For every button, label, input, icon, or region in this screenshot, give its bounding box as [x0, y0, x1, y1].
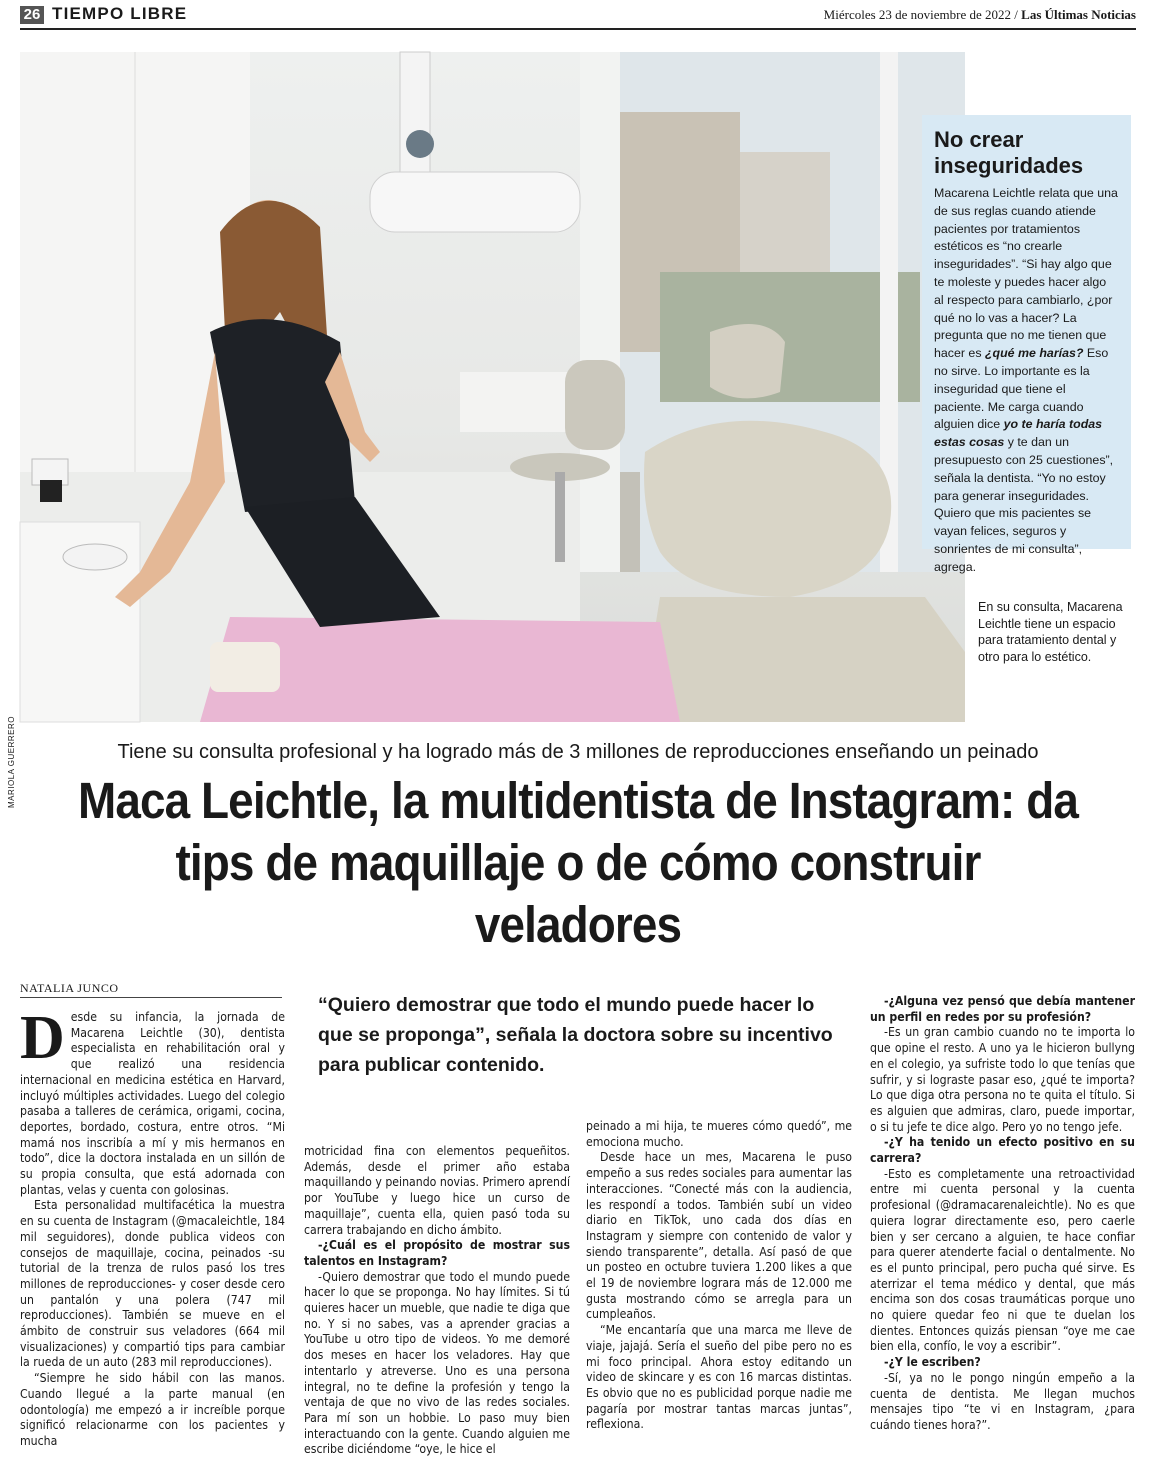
section-name: TIEMPO LIBRE	[52, 4, 188, 23]
page-header	[20, 4, 1136, 30]
interview-question: -¿Alguna vez pensó que debía mantener un perfil en redes por su profesión?	[870, 994, 1135, 1024]
sidebar-text-part: Macarena Leichtle relata que una de sus reglas cuando atiende pacientes por tratamientos estéticos es “no crearle inseguridades”. “Si hay algo que te moleste y puedes hacer algo al respecto para cambiarlo, ¿por qué no lo vas a hacer? La pregunta que no me tienen que hacer es	[934, 186, 1118, 361]
interview-question: -¿Cuál es el propósito de mostrar sus talentos en Instagram?	[304, 1238, 570, 1268]
photo-caption: En su consulta, Macarena Leichtle tiene un espacio para tratamiento dental y otro para lo estético.	[978, 600, 1123, 664]
sidebar-text-part: y te dan un presupuesto con 25 cuestiones”, señala la dentista. “Yo no estoy para generar inseguridades. Quiero que mis pacientes se vayan felices, seguros y sonrientes de mi consulta”, agrega.	[934, 435, 1114, 574]
article-kicker: Tiene su consulta profesional y ha logrado más de 3 millones de reproducciones enseñando un peinado	[117, 741, 1039, 763]
pull-quote: “Quiero demostrar que todo el mundo puede hacer lo que se proponga”, señala la doctora sobre su incentivo para publicar contenido.	[318, 994, 833, 1076]
paragraph: motricidad fina con elementos pequeñitos. Además, desde el primer año estaba maquillando y peinando novias. Primero aprendí por YouTube y luego hice un curso de maquillaje”, cuenta ella, quien pasó toda su carrera trabajando en dicho ámbito.	[304, 1144, 570, 1237]
paragraph: “Siempre he sido hábil con las manos. Cuando llegué a la parte manual (en odontología) me empezó a ir increíble porque significó relacionarme con los pacientes y mucha	[20, 1371, 285, 1448]
photo-credit	[3, 716, 23, 866]
page-number: 26	[20, 6, 44, 24]
sidebar-emphasis: yo te haría todas estas cosas	[934, 417, 1103, 450]
paragraph: “Me encantaría que una marca me lleve de viaje, jajajá. Sería el sueño del pibe pero no es mi foco principal. Ahora estoy editando un video de skincare y es con 16 marcas distintas. Es obvio que no es publicidad porque nadie me pagaría por mostrar tantas marcas juntas”, reflexiona.	[586, 1323, 852, 1432]
sidebar-emphasis: ¿qué me harías?	[984, 346, 1084, 361]
column-1	[20, 1004, 285, 1450]
paragraph: peinado a mi hija, te mueres cómo quedó”, me emociona mucho.	[586, 1119, 852, 1149]
dental-clinic-illustration	[20, 52, 965, 722]
sidebar-text-part: Eso no sirve. Lo importante es la inseguridad que tiene el paciente. Me carga cuando alguien dice	[934, 346, 1109, 432]
date-text: Miércoles 23 de noviembre de 2022 /	[823, 7, 1018, 22]
article-headline: Maca Leichtle, la multidentista de Instagram: da tips de maquillaje o de cómo construir veladores	[77, 772, 1079, 953]
drop-cap: D	[20, 1004, 65, 1072]
interview-question: -¿Y le escriben?	[884, 1355, 981, 1370]
article-photo	[20, 52, 965, 722]
paragraph: -Esto es completamente una retroactividad entre mi cuenta personal y la cuenta profesional (@dramacarenaleichtle). No es que quiera lograr directamente eso, pero caerle bien y ser cercano a alguien, te hace confiar para querer atenderte facial o dentalmente. No es el punto principal, pero pucha qué sirve. Es aterrizar el tema médico y dental, que más encima son dos cosas traumáticas porque uno no quiere quedar feo ni que te duelan los dientes. Entonces quizás piensan “oye me cae bien ella, confío, le voy a escribir”.	[870, 1166, 1135, 1354]
paragraph: esde su infancia, la jornada de Macarena Leichtle (30), dentista especialista en rehabilitación oral y que realizó una residencia internacional en medicina estética en Harvard, incluyó múltiples actividades. Luego del colegio pasaba a talleres de cerámica, origami, cocina, deportes, bordado, costura, entre otros. “Mi mamá nos inscribía a mí y mis hermanos en todo”, dice la doctora instalada en un sillón de su propia consulta, que está adornada con plantas, velas y cuenta con golosinas.	[20, 1010, 285, 1197]
interview-question: -¿Y ha tenido un efecto positivo en su carrera?	[870, 1135, 1135, 1166]
photo-credit-text: MARIOLA GUERRERO	[7, 716, 16, 809]
sidebar-box	[922, 115, 1131, 574]
sidebar-text	[934, 185, 1119, 577]
paragraph: Esta personalidad multifacética la muestra en su cuenta de Instagram (@macaleichtle, 184 mil seguidores), donde publica videos con consejos de maquillaje, cocina, peinados -su tutorial de la trenza de rulos pasó los tres millones de reproducciones- y coser desde cero un pantalón y una polera (747 mil reproducciones). También se mueve en el ámbito de construir sus veladores (664 mil visualizaciones) y compartió tips para cambiar la rueda de un auto (283 mil reproducciones).	[20, 1198, 285, 1370]
publication-name: Las Últimas Noticias	[1021, 7, 1136, 22]
sidebar-title: No crear inseguridades	[934, 127, 1084, 178]
column-2	[304, 1144, 570, 1458]
paragraph: -Es un gran cambio cuando no te importa lo que opine el resto. A uno ya le hicieron bullyng en el colegio, ya sufriste todo lo que tenías que sufrir, y si lograste pasar eso, ¿qué te importa? Lo que diga otra persona no te quita el título. Si es alguien que admiras, claro, puede importar, o si tu jefe te dice algo. Pero yo no tengo jefe.	[870, 1025, 1135, 1134]
paragraph: Desde hace un mes, Macarena le puso empeño a sus redes sociales para aumentar las interacciones. “Conecté más con la audiencia, les respondí a todos. También subí un video diario en TikTok, uno cada dos días en Instagram y siempre con contenido de valor y siendo transparente”, detalla. Así pasó de que un posteo en octubre tuviera 1.200 likes a que el 19 de noviembre lograra más de 12.000 me gusta mostrando cómo se arregla para un cumpleaños.	[586, 1150, 852, 1322]
column-3	[586, 1119, 852, 1433]
paragraph: -Quiero demostrar que todo el mundo puede hacer lo que se proponga. No hay límites. Si tú quieres hacer un mueble, que nadie te diga que no. Y si no sabes, vas a aprender gracias a YouTube u otro tipo de videos. Yo me demoré dos meses en hacer los veladores. Hay que intentarlo y atreverse. Uno es una persona integral, no te define la profesión y tengo la ventaja de que no vivo de las redes sociales. Para mí son un hobbie. Lo paso muy bien interactuando con la gente. Cuando alguien me escribe diciéndome “oye, le hice el	[304, 1269, 570, 1457]
header-date	[824, 7, 1136, 23]
column-4	[870, 994, 1135, 1434]
byline: NATALIA JUNCO	[20, 981, 282, 998]
paragraph: -Sí, ya no le pongo ningún empeño a la cuenta de dentista. Me llegan muchos mensajes tipo “te vi en Instagram, ¿para cuándo tienes hora?”.	[870, 1370, 1135, 1432]
